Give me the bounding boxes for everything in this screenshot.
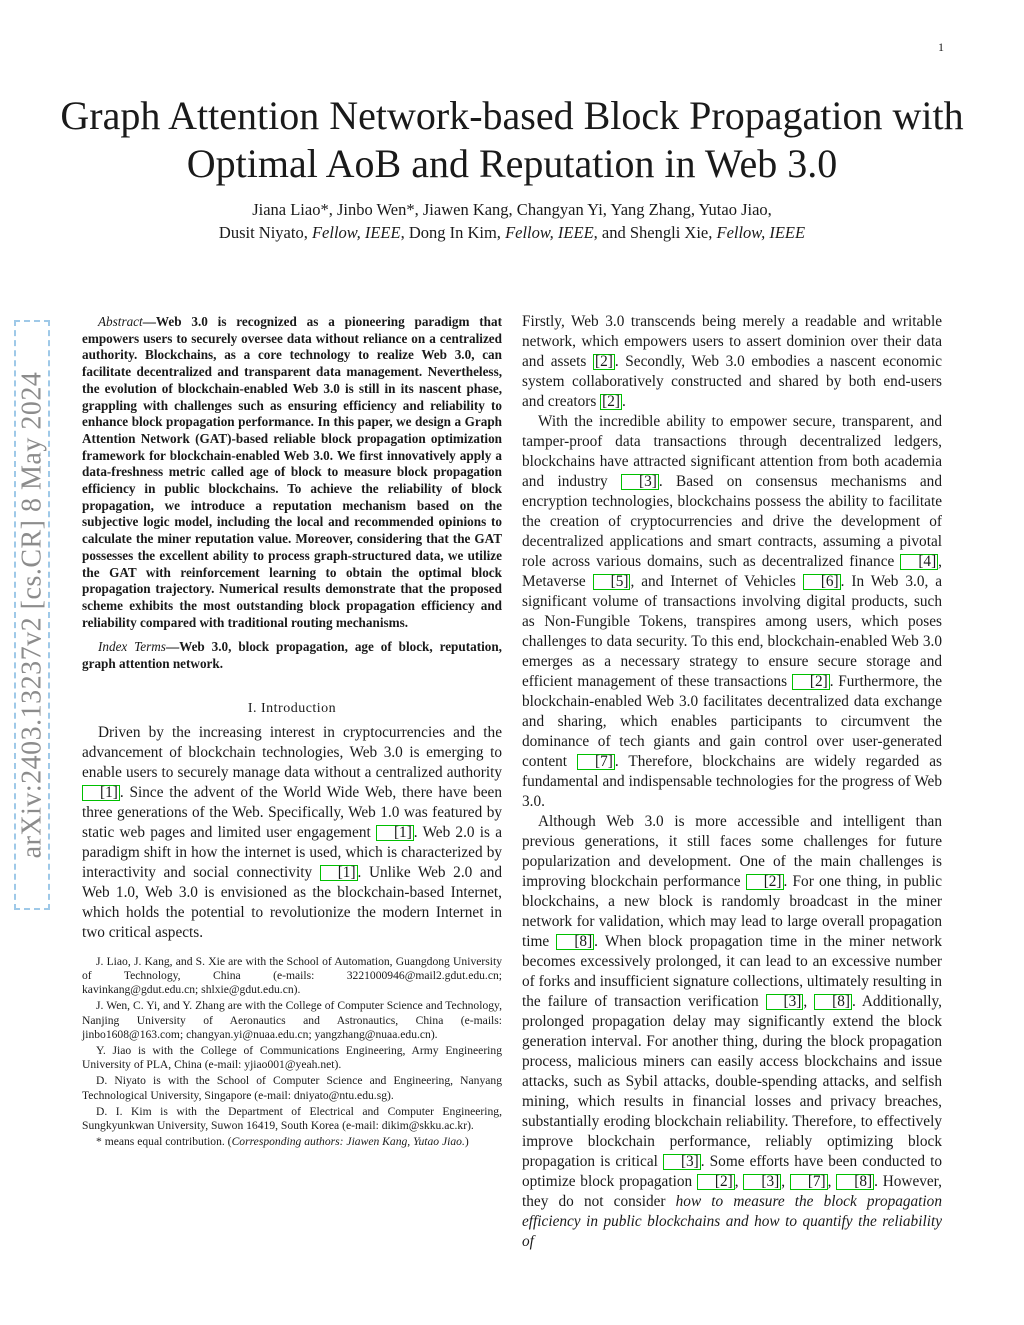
text-run: ) [464, 1135, 469, 1149]
left-column [82, 314, 502, 1151]
abstract [82, 314, 502, 631]
text-run: . Additionally, prolonged propagation delay may significantly extend the block generation interval. For another thing, during the block propagation process, malicious miners can easily access blockchains and issue attacks, such as Sybil attacks, double-spending attacks, and selfish mining, which results in financial losses and privacy breaches, substantially eroding blockchain reliability. Therefore, to effectively improve blockchain performance, reliably optimizing block propagation is critical [522, 993, 942, 1170]
citation-link[interactable]: [4] [900, 554, 938, 570]
intro-paragraph [82, 723, 502, 943]
page-number: 1 [938, 40, 944, 54]
footnotes [82, 955, 502, 1150]
citation-link[interactable]: [7] [790, 1174, 828, 1190]
text-run: . Secondly, Web 3.0 embodies a nascent economic system collaboratively constructed and shared by both end-users and creators [522, 353, 942, 410]
text-run: * means equal contribution. ( [96, 1135, 232, 1149]
footnote: D. Niyato is with the School of Computer Science and Engineering, Nanyang Technological University, Singapore (e-mail: dniyato@ntu.edu.sg). [82, 1074, 502, 1102]
text-run: , Metaverse [522, 553, 942, 590]
citation-link[interactable]: [3] [663, 1154, 701, 1170]
citation-link[interactable]: [2] [746, 874, 784, 890]
author-text: , Dong In Kim, [400, 223, 506, 242]
text-run: , [781, 1173, 790, 1190]
citation-link[interactable]: [1] [82, 785, 120, 801]
footnote: J. Wen, C. Yi, and Y. Zhang are with the College of Computer Science and Technology, Nanjing University of Aeronautics and Astronautics, China (e-mails: jinbo1608@163.com; changyan.yi@nuaa.edu.cn; yangzhang@nuaa.edu.cn). [82, 999, 502, 1041]
footnote: D. I. Kim is with the Department of Electrical and Computer Engineering, Sungkyunkwan University, Suwon 16419, South Korea (e-mail: dikim@skku.ac.kr). [82, 1104, 502, 1132]
text-run: , [827, 1173, 837, 1190]
index-terms [82, 639, 502, 672]
author-line-1: Jiana Liao*, Jinbo Wen*, Jiawen Kang, Changyan Yi, Yang Zhang, Yutao Jiao, [252, 200, 772, 219]
author-affil: Fellow, IEEE [311, 223, 401, 242]
citation-link[interactable]: [1] [376, 825, 414, 841]
citation-link[interactable]: [5] [593, 574, 631, 590]
arxiv-stamp [14, 320, 50, 910]
text-run: Firstly, Web 3.0 transcends being merely a readable and writable network, which empowers users to assert dominion over their data and assets [522, 313, 942, 370]
author-line-2 [100, 221, 924, 244]
text-run: . [622, 393, 626, 410]
footnote: Y. Jiao is with the College of Communications Engineering, Army Engineering University of PLA, China (e-mail: yjiao001@yeah.net). [82, 1043, 502, 1072]
text-run: . Therefore, blockchains are widely regarded as fundamental and indispensable technologies for the progress of Web 3.0. [522, 753, 942, 810]
footnote: J. Liao, J. Kang, and S. Xie are with the School of Automation, Guangdong University of Technology, China (e-mails: 3221000946@mail2.gdut.edu.cn; kavinkang@gdut.edu.cn; shlxie@gdut.edu.cn). [82, 954, 502, 997]
citation-link[interactable]: [6] [803, 574, 841, 590]
citation-link[interactable]: [2] [602, 393, 620, 410]
text-run: . Furthermore, the blockchain-enabled Web 3.0 facilitates decentralized data exchange and sharing, which enables participants to circumvent the dominance of tech giants and gain control over user-generated content [522, 673, 942, 770]
author-text: Dusit Niyato, [218, 223, 312, 242]
citation-link[interactable]: [2] [595, 353, 613, 370]
text-run: Although Web 3.0 is more accessible and intelligent than previous generations, it still faces some challenges for future popularization and development. One of the main challenges is improving blockchain performance [522, 813, 942, 890]
index-terms-lead: Index Terms [98, 639, 166, 655]
text-run: With the incredible ability to empower secure, transparent, and tamper-proof data transactions through decentralized ledgers, blockchains have attracted significant attention from both academia and industry [522, 413, 942, 490]
text-run: . For one thing, in public blockchains, a new block is randomly broadcast in the miner network for validation, which may lead to large overall propagation time [522, 873, 943, 950]
citation-link[interactable]: [3] [621, 474, 659, 490]
citation-link[interactable]: [2] [792, 674, 830, 690]
arxiv-id: arXiv:2403.13237v2 [cs.CR] 8 May 2024 [16, 371, 47, 859]
citation-link[interactable]: [1] [320, 865, 358, 881]
body-paragraph [522, 312, 942, 412]
footnote [82, 1135, 502, 1149]
text-run: , [734, 1173, 744, 1190]
abstract-lead: Abstract [98, 314, 143, 329]
text-run: , [803, 993, 815, 1010]
text-run: . However, they do not consider [522, 1173, 942, 1210]
citation-link[interactable]: [7] [577, 754, 615, 770]
author-affil: Fellow, IEEE [716, 223, 806, 242]
citation-link[interactable]: [8] [556, 934, 594, 950]
citation-link[interactable]: [8] [836, 1174, 874, 1190]
text-run: . Since the advent of the World Wide Web, there have been three generations of the Web. Specifically, Web 1.0 was featured by static web pages and limited user engagement [82, 783, 502, 841]
text-run: . In Web 3.0, a significant volume of transactions involving digital products, such as Non-Fungible Tokens, transpires among users, which poses challenges to data security. To this end, blockchain-enabled Web 3.0 emerges as a necessary strategy to ensure secure storage and efficient management of these transactions [522, 573, 942, 690]
citation-link[interactable]: [3] [743, 1174, 781, 1190]
body-paragraph [522, 412, 942, 812]
text-run: Driven by the increasing interest in cryptocurrencies and the advancement of blockchain technologies, Web 3.0 is emerging to enable users to securely manage data without a centralized authority [82, 723, 502, 781]
citation-link[interactable]: [2] [697, 1174, 735, 1190]
citation-link[interactable]: [8] [814, 994, 852, 1010]
author-list [100, 198, 924, 244]
author-affil: Fellow, IEEE [505, 223, 594, 242]
text-run: . Unlike Web 2.0 and Web 1.0, Web 3.0 is envisioned as the blockchain-based Internet, which holds the potential to revolutionize the modern Internet in two critical aspects. [82, 863, 502, 941]
italic-text: how to measure the block propagation efficiency in public blockchains and how to quantify the reliability of [522, 1193, 942, 1250]
body-paragraph [522, 812, 942, 1252]
author-text: , and Shengli Xie, [593, 223, 717, 242]
right-column [522, 312, 942, 1252]
text-run: . When block propagation time in the miner network becomes excessively prolonged, it can lead to an excessive number of forks and insufficient signature collections, ultimately resulting in the failure of transaction verification [522, 933, 942, 1010]
abstract-text: —Web 3.0 is recognized as a pioneering paradigm that empowers users to securely oversee data without reliance on a centralized authority. Blockchains, as a core technology to realize Web 3.0, can facilitate decentralized and transparent data management. Nevertheless, the evolution of blockchain-enabled Web 3.0 is still in its nascent phase, grappling with challenges such as ensuring efficiency and reliability to enhance block propagation performance. In this paper, we design a Graph Attention Network (GAT)-based reliable block propagation optimization framework for blockchain-enabled Web 3.0. We first innovatively apply a data-freshness metric called age of block to measure block propagation efficiency in public blockchains. To achieve the reliability of block propagation, we introduce a reputation mechanism based on the subjective logic model, including the local and recommended opinions to calculate the miner reputation value. Moreover, considering that the GAT possesses the excellent ability to process graph-structured data, we utilize the GAT with reinforcement learning to obtain the optimal block propagation trajectory. Numerical results demonstrate that the proposed scheme exhibits the most outstanding block propagation efficiency and reliability compared with traditional routing mechanisms. [82, 314, 502, 630]
text-run: . Some efforts have been conducted to optimize block propagation [522, 1153, 942, 1190]
index-terms-text: —Web 3.0, block propagation, age of block, reputation, graph attention network. [82, 639, 502, 672]
section-heading: I. Introduction [247, 700, 337, 716]
paper-title: Graph Attention Network-based Block Propagation with Optimal AoB and Reputation in Web 3.0 [60, 93, 964, 186]
text-run: . Web 2.0 is a paradigm shift in how the internet is used, which is characterized by interactivity and social connectivity [82, 823, 502, 881]
text-run: . Based on consensus mechanisms and encryption technologies, blockchains possess the ability to facilitate the creation of cryptocurrencies and drive the development of decentralized applications and smart contracts, assuming a pivotal role across various domains, such as decentralized finance [522, 473, 942, 570]
corresponding-authors: Corresponding authors: Jiawen Kang, Yutao Jiao. [231, 1135, 465, 1149]
citation-link[interactable]: [3] [766, 994, 804, 1010]
text-run: , and Internet of Vehicles [630, 573, 803, 590]
